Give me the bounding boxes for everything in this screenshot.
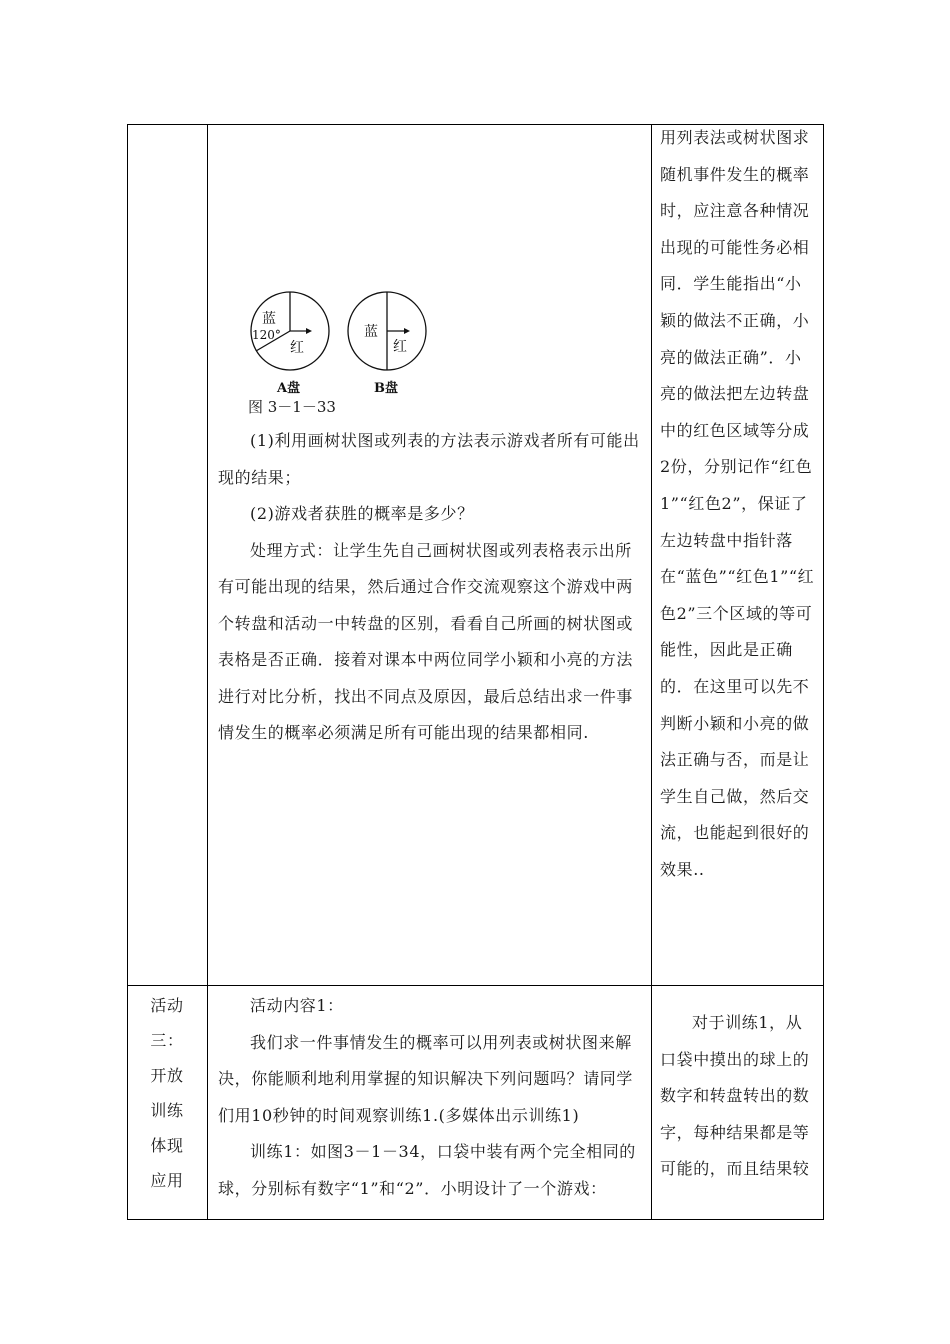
disk-b-blue-label: 蓝 [364, 324, 378, 340]
figure-caption: 图 3－1－33 [248, 398, 336, 416]
table-bottom-border [127, 1219, 824, 1220]
row1-teaching-note: 用列表法或树状图求随机事件发生的概率时，应注意各种情况出现的可能性务必相同．学生能指出“小颖的做法不正确，小亮的做法正确”．小亮的做法把左边转盘中的红色区域等分成2份，分别记作“红色1”“红色2”，保证了左边转盘中指针落在“蓝色”“红色1”“红色2”三个区域的等可能性，因此是正确的．在这里可以先不判断小颖和小亮的做法正确与否，而是让学生自己做，然后交流，也能起到很好的效果.. [660, 128, 815, 879]
question-1: (1)利用画树状图或列表的方法表示游戏者所有可能出现的结果； [218, 431, 640, 487]
disk-a-angle-label: 120° [252, 328, 281, 342]
disk-a-blue-label: 蓝 [262, 311, 276, 327]
table-col-divider-2 [651, 124, 652, 1220]
activity-content-paragraph: 我们求一件事情发生的概率可以用列表或树状图来解决，你能顺利地利用掌握的知识解决下列问题吗？请同学们用10秒钟的时间观察训练1.(多媒体出示训练1) [218, 1032, 634, 1125]
table-left-border [127, 124, 128, 1220]
row2-teaching-note: 对于训练1，从口袋中摸出的球上的数字和转盘转出的数字，每种结果都是等可能的，而且结果较 [660, 1013, 810, 1179]
disk-b-name: B盘 [374, 381, 398, 396]
activity-label: 活动三：开放训练体现应用 [150, 996, 184, 1190]
activity-content-title: 活动内容1： [250, 996, 344, 1015]
row2-activity-cell [146, 988, 188, 1198]
row1-note-cell [660, 120, 818, 888]
disk-a-name: A盘 [277, 381, 301, 396]
disk-b [348, 292, 426, 370]
processing-method: 处理方式：让学生先自己画树状图或列表格表示出所有可能出现的结果，然后通过合作交流观察这个游戏中两个转盘和活动一中转盘的区别，看看自己所画的树状图或表格是否正确．接着对课本中两位同学小颖和小亮的方法进行对比分析，找出不同点及原因，最后总结出求一件事情发生的概率必须满足所有可能出现的结果都相同. [218, 540, 634, 742]
question-2: (2)游戏者获胜的概率是多少？ [250, 504, 474, 523]
training-1-text: 训练1：如图3－1－34，口袋中装有两个完全相同的球，分别标有数字“1”和“2”．小明设计了一个游戏： [218, 1142, 636, 1198]
table-row-divider [127, 985, 824, 986]
disk-a-red-label: 红 [290, 340, 304, 356]
disk-b-red-label: 红 [393, 339, 407, 355]
row2-content-cell [218, 988, 644, 1207]
row2-note-cell [660, 1005, 818, 1188]
disk-a [251, 292, 329, 370]
row1-content-cell [208, 125, 651, 985]
row1-questions [218, 423, 644, 752]
table-right-border [823, 124, 824, 1220]
